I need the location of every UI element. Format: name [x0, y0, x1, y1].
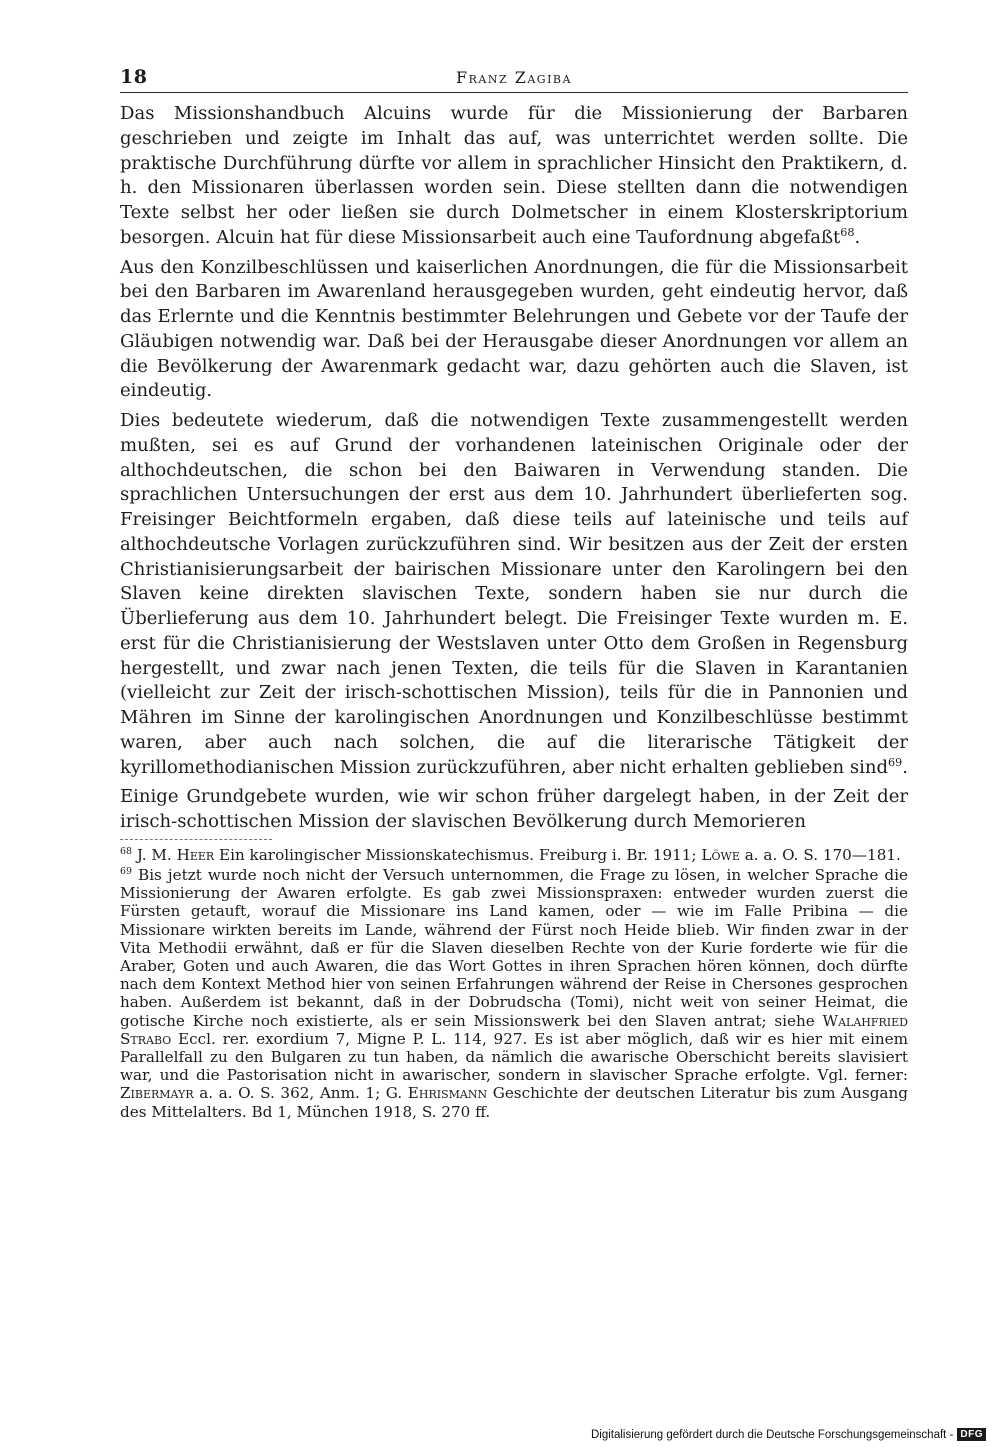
- footnote-number: 68: [120, 845, 132, 857]
- running-head: Franz Zagiba: [456, 68, 572, 87]
- paragraph: Aus den Konzilbeschlüssen und kaiserlichen Anordnungen, die für die Missionsarbeit bei den Barbaren im Awarenland herausgegeben wurden, geht eindeutig hervor, daß das Erlernte und die Kenntnis bestimmter Belehrungen und Gebete vor der Taufe der Gläubigen notwendig war. Daß bei der Herausgabe dieser Anordnungen vor allem an die Bevölkerung der Awarenmark gedacht war, dazu gehörten auch die Slaven, ist eindeutig.: [120, 256, 908, 402]
- banner-text: Digitalisierung gefördert durch die Deutsche Forschungsgemeinschaft -: [590, 1428, 954, 1441]
- author-name: J. M. Heer: [136, 845, 215, 864]
- author-name: Zibermayr: [120, 1084, 194, 1103]
- footnotes: [120, 846, 908, 1121]
- paragraph: Dies bedeutete wiederum, daß die notwendigen Texte zusammengestellt werden mußten, sei es auf Grund der vorhandenen lateinischen Originale oder der althochdeutschen, die schon bei den Baiwaren in Verwendung standen. Die sprachlichen Untersuchungen der erst aus dem 10. Jahrhundert überlieferten sog. Freisinger Beichtformeln ergaben, daß diese teils auf lateinische und teils auf althochdeutsche Vorlagen zurückzuführen sind. Wir besitzen aus der Zeit der ersten Christianisierungsarbeit der bairischen Missionare unter den Karolingern bei den Slaven keine direkten slavischen Texte, sondern haben sie nur durch die Überlieferung aus dem 10. Jahrhundert belegt. Die Freisinger Texte wurden m. E. erst für die Christianisierung der Westslaven unter Otto dem Großen in Regensburg hergestellt, und zwar nach jenen Texten, die teils für die Slaven in Karantanien (vielleicht zur Zeit der irisch-schottischen Mission), teils für die in Pannonien und Mähren im Sinne der karolingischen Anordnungen und Konzilbeschlüsse bestimmt waren, aber auch nach solchen, die auf die literarische Tätigkeit der kyrillomethodianischen Mission zurückzuführen, aber nicht erhalten geblieben sind$^{69}$.: [120, 410, 908, 778]
- digitization-banner: [591, 1428, 986, 1441]
- paragraph: Das Missionshandbuch Alcuins wurde für die Missionierung der Barbaren geschrieben und zeigte im Inhalt das auf, was unterrichtet werden sollte. Die praktische Durchführung dürfte vor allem in sprachlicher Hinsicht den Praktikern, d. h. den Missionaren überlassen worden sein. Diese stellten dann die notwendigen Texte selbst her oder ließen sie durch Dolmetscher in einem Klosterskriptorium besorgen. Alcuin hat für diese Missionsarbeit auch eine Taufordnung abgefaßt$^{68}$.: [120, 103, 908, 248]
- footnote-ref[interactable]: 69: [888, 755, 903, 769]
- author-name: G. Ehrismann: [385, 1084, 488, 1103]
- page-header: [120, 66, 908, 93]
- footnote-number: 69: [120, 865, 132, 877]
- body-text: [120, 102, 908, 835]
- author-name: Walahfried Strabo: [120, 1011, 908, 1048]
- author-name: Löwe: [701, 845, 740, 864]
- dfg-logo: DFG: [957, 1428, 986, 1441]
- page-number: 18: [120, 66, 148, 88]
- footnote: $^{69}$ Bis jetzt wurde noch nicht der Versuch unternommen, die Frage zu lösen, in welcher Sprache die Missionierung der Awaren erfolgte. Es gab zwei Missionspraxen: entweder wurden zuerst die Fürsten getauft, worauf die Missionare ins Land kamen, oder — wie im Falle Pribina — die Missionare wirkten bereits im Lande, während der Fürst noch Heide blieb. Wir finden zwar in der Vita Methodii erwähnt, daß er für die Slaven dieselben Rechte von der Kurie forderte wie für die Araber, Goten und auch Awaren, die das Wort Gottes in ihren Sprachen hören können, doch dürfte nach dem Kontext Method hier von seinen Erfahrungen während der Reise in Chersones gesprochen haben. Außerdem ist bekannt, daß in der Dobrudscha (Tomi), nicht weit von seiner Heimat, die gotische Kirche noch existierte, als er sein Missionswerk bei den Slaven antrat; siehe Walahfried Strabo Eccl. rer. exordium 7, Migne P. L. 114, 927. Es ist aber möglich, daß wir es hier mit einem Parallelfall zu den Bulgaren zu tun haben, da nämlich die awarische Oberschicht bereits slavisiert war, und die Pastorisation nicht in awarischer, sondern in slavischer Sprache erfolgte. Vgl. ferner: Zibermayr a. a. O. S. 362, Anm. 1; G. Ehrismann Geschichte der deutschen Literatur bis zum Ausgang des Mittelalters. Bd 1, München 1918, S. 270 ff.: [120, 865, 908, 1121]
- footnote-ref[interactable]: 68: [840, 225, 855, 239]
- paragraph: Einige Grundgebete wurden, wie wir schon früher dargelegt haben, in der Zeit der irisch-schottischen Mission der slavischen Bevölkerung durch Memorieren: [120, 786, 908, 832]
- page: [120, 66, 908, 1123]
- footnote: $^{68}$ J. M. Heer Ein karolingischer Missionskatechismus. Freiburg i. Br. 1911; Löwe a. a. O. S. 170—181.: [120, 845, 901, 864]
- footnote-divider: [120, 839, 272, 840]
